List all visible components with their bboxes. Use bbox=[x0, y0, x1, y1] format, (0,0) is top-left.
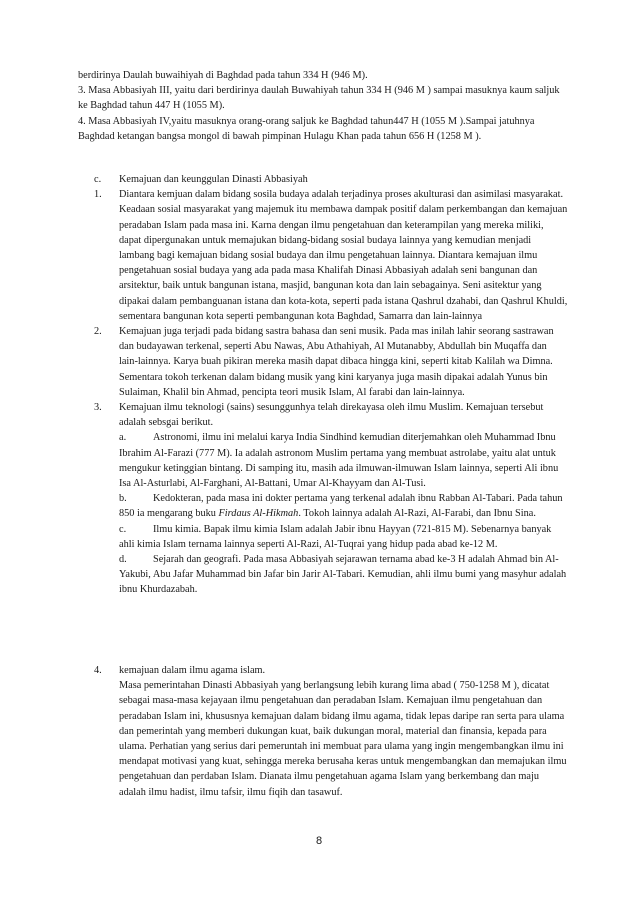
list-item-3 bbox=[94, 400, 568, 598]
list-item-4 bbox=[94, 663, 568, 800]
item-text: Kemajuan juga terjadi pada bidang sastra bahasa dan seni musik. Pada mas inilah lahir seorang sastrawan dan budayawan terkenal, seperti Abu Nawas, Abu Athahiyah, Al Mutanabby, Abdullah bin Muqaffa dan lain-lainnya. Karya buah pikiran mereka masih dapat dibaca hingga kini, seperti kitab Kalilah wa Dimna. Sementara tokoh terkenan dalam bidang musik yang kini karyanya juga masih dipakai adalah Yunus bin Sulaiman, Khalil bin Ahmad, pencipta teori musik Islam, Al farabi dan lain-lainnya. bbox=[119, 326, 554, 398]
intro-line: berdirinya Daulah buwaihiyah di Baghdad pada tahun 334 H (946 M). bbox=[78, 70, 368, 81]
list-marker: 2. bbox=[94, 326, 102, 338]
sub-label: c. bbox=[119, 523, 127, 535]
list-marker: 4. bbox=[94, 665, 102, 676]
sub-text: Kedokteran, pada masa ini dokter pertama yang terkenal adalah ibnu Rabban Al-Tabari. Pada tahun 850 ia mengarang buku bbox=[119, 493, 563, 520]
intro-block bbox=[78, 68, 568, 144]
sub-label: a. bbox=[119, 432, 127, 444]
page-number: 8 bbox=[315, 835, 323, 847]
list-item-1 bbox=[94, 187, 568, 324]
sub-text: Ilmu kimia. Bapak ilmu kimia Islam adalah Jabir ibnu Hayyan (721-815 M). Sebenarnya banyak ahli kimia Islam ternama lainnya seperti Al-Razi, Al-Tuqrai yang hidup pada abad ke-12 M. bbox=[119, 523, 552, 550]
item-text: Kemajuan ilmu teknologi (sains) sesunggunhya telah direkayasa oleh ilmu Muslim. Kemajuan tersebut adalah sebsgai berikut. bbox=[119, 402, 544, 429]
book-title: Firdaus Al-Hikmah bbox=[218, 508, 299, 520]
item-text: Diantara kemjuan dalam bidang sosila budaya adalah terjadinya proses akulturasi dan asimilasi masyarakat. Keadaan sosial masyarakat yang majemuk itu membawa dampak positif dalam perkembangan dan kemajuan peradaban Islam pada masa ini. Karna dengan ilmu pengetahuan dan keterampilan yang mereka miliki, dapat dipergunakan untuk memajukan bidang-bidang sosial budaya lainnya yang kemudian menjadi lambang bagi kemajuan bidang sosial budaya dan ilmu pengetahuan lainnya. Diantara kemajuan ilmu pengetahuan sosial budaya yang ada pada masa Khalifah Dinasi Abbasiyah adalah seni bangunan dan arsitektur, baik untuk bangunan istana, masjid, bangunan kota dan lain sebagainya. Seni asitektur yang dipakai dalam pembanguanan istana dan kota-kota, seperti pada istana Qashrul dzahabi, dan Qashrul Khuldi, sementara bangunan kota seperti pembangunan kota Baghdad, Samarra dan lain-lainnya bbox=[119, 189, 568, 322]
list-item-2 bbox=[94, 324, 568, 400]
sub-text: Astronomi, ilmu ini melalui karya India Sindhind kemudian diterjemahkan oleh Muhammad Ibnu Ibrahim Al-Farazi (777 M). Ia adalah astronom Muslim pertama yang membuat astrolabe, yaitu alat untuk mengukur ketinggian bintang. Di samping itu, masih ada ilmuwan-ilmuwan Islam lainnya, seperti Ali ibnu Isa Al-Asturlabi, Al-Farghani, Al-Battani, Umar Al-Khayyam dan Al-Tusi. bbox=[119, 432, 559, 490]
sub-item-d bbox=[119, 552, 568, 598]
sub-label: b. bbox=[119, 493, 127, 505]
sub-item-a bbox=[119, 430, 568, 491]
section-4 bbox=[94, 663, 568, 800]
intro-line: 4. Masa Abbasiyah IV,yaitu masuknya orang-orang saljuk ke Baghdad tahun447 H (1055 M ).Sampai jatuhnya Baghdad ketangan bangsa mongol di bawah pimpinan Hulagu Khan pada tahun 656 H (1258 M ). bbox=[78, 115, 535, 142]
list-marker: 1. bbox=[94, 189, 102, 201]
sub-item-c bbox=[119, 522, 568, 552]
section-title: Kemajuan dan keunggulan Dinasti Abbasiyah bbox=[119, 174, 308, 185]
list-marker: c. bbox=[94, 174, 102, 185]
sub-text: . Tokoh lainnya adalah Al-Razi, Al-Farabi, dan Ibnu Sina. bbox=[298, 508, 536, 520]
item-title: kemajuan dalam ilmu agama islam. bbox=[119, 665, 266, 676]
item-text: Masa pemerintahan Dinasti Abbasiyah yang berlangsung lebih kurang lima abad ( 750-1258 M ), dicatat sebagai masa-masa kejayaan ilmu pengetahuan dan peradaban Islam. Kemajuan ilmu pengetahuan dan peradaban Islam ini, khususnya kemajuan dalam bidang ilmu agama, tidak lepas daripe ran serta para ulama dan pemerintah yang memberi dukungan kuat, baik dukungan moral, material dan finansia, kepada para ulama. Perhatian yang serius dari pemeruntah ini membuat para ulama yang ingin mengembangkan ilmu ini mendapat motivasi yang kuat, sehingga mereka berusaha keras untuk mengembangkan dan memajukan ilmu pengetahuan dan perdaban Islam. Dianata ilmu pengetahuan agama Islam yang berkembang dan maju adalah ilmu hadist, ilmu tafsir, ilmu fiqih dan tasawuf. bbox=[119, 680, 567, 798]
section-c bbox=[94, 172, 568, 598]
sub-item-b bbox=[119, 491, 568, 521]
section-c-heading bbox=[94, 172, 568, 187]
list-marker: 3. bbox=[94, 402, 102, 414]
intro-line: 3. Masa Abbasiyah III, yaitu dari berdirinya daulah Buwahiyah tahun 334 H (946 M ) sampai masuknya kaum saljuk ke Baghdad tahun 447 H (1055 M). bbox=[78, 85, 560, 112]
sub-label: d. bbox=[119, 554, 127, 566]
sub-text: Sejarah dan geografi. Pada masa Abbasiyah sejarawan ternama abad ke-3 H adalah Ahmad bin Al-Yakubi, Abu Jafar Muhammad bin Jafar bin Jarir Al-Tabari. Kemudian, ahli ilmu bumi yang masyhur adalah ibnu Khurdazabah. bbox=[119, 554, 567, 596]
